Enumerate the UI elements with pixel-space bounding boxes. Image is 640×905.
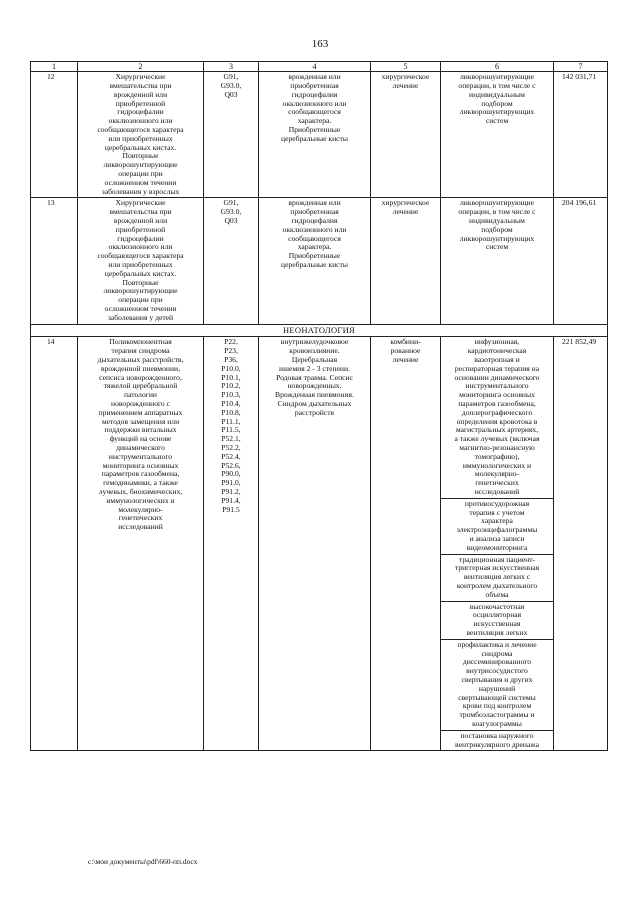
treatment-method-item [441,639,553,729]
cell-line: хирургическое [381,72,430,82]
treatment-methods-list [441,337,554,751]
cell-line: вмешательства при [109,207,172,217]
cell-line: кардиотоническая [467,346,527,356]
cell-line: P52.2, [221,443,241,452]
treatment-method [441,198,554,324]
intervention-name [78,72,204,198]
cell-line: P91.4, [221,495,241,505]
treatment-type [371,198,441,324]
cell-line: Церебральная [291,355,338,365]
cell-line: P52.1, [221,434,241,444]
cell-line: гидроцефалии [117,233,164,243]
column-header: 4 [259,62,371,72]
row-number: 13 [31,198,78,324]
cell-line: применением аппаратных [98,407,183,417]
section-title: НЕОНАТОЛОГИЯ [31,324,608,337]
intervention-name [78,337,204,751]
cell-line: определения кровотока в [456,416,538,426]
cell-line: вазотропная и [474,355,520,365]
cell-line: врожденная или [288,198,341,208]
cell-line: P91.0, [221,478,241,488]
cell-line: P11.5, [221,425,241,435]
cell-line: окклюзионного или [282,224,347,234]
treatment-method-item [441,730,553,750]
cell-line: лечение [392,81,419,91]
price: 142 031,71 [554,72,608,198]
icd-codes [204,72,259,198]
cell-line: сообщающегося характера [97,125,184,135]
cell-line: G93.0, [220,81,242,91]
cell-line: P22, [224,337,238,347]
cell-line: индивидуальным [469,89,525,99]
cell-line: крови под контролем [462,701,532,711]
page-number: 163 [311,38,329,50]
section-row [31,324,608,337]
cell-line: параметров газообмена, [101,469,180,479]
cell-line: синдрома [481,648,513,658]
cell-line: инфузионная, [474,337,520,347]
cell-line: иммунологических и [106,495,175,505]
cell-line: или приобретенных [108,133,173,143]
cell-line: гидроцефалия [291,89,338,99]
icd-codes [204,198,259,324]
cell-line: приобретенной [115,224,166,234]
cell-line: ликворошунтирующие [459,198,534,208]
column-header: 7 [554,62,608,72]
cell-line: церебральные кисты [281,260,348,269]
cell-line: осложненном течении [104,177,177,187]
cell-line: подбором [481,224,513,234]
cell-line: вмешательства при [109,81,172,91]
cell-line: а также лучевых (включая [454,434,540,444]
table-row [31,198,608,324]
cell-line: ликворошунтирующих [459,233,535,243]
column-header: 6 [441,62,554,72]
cell-line: тяжелой церебральной [103,381,178,391]
cell-line: диссеминированного [462,657,532,667]
cell-line: заболевания у детей [107,312,174,322]
cell-line: P10.4, [221,399,241,409]
cell-line: подбором [481,98,513,108]
cell-line: исследований [474,486,520,496]
cell-line: магистральных артериях, [455,425,539,435]
cell-line: искусственная [473,619,521,629]
cell-line: окклюзионного или [108,116,173,126]
cell-line: ишемия 2 - 3 степени. [279,363,350,373]
price: 221 852,49 [554,337,608,751]
cell-line: Хирургические [115,72,166,82]
cell-line: традиционная пациент- [458,554,536,564]
cell-line: молекулярно- [474,469,520,479]
cell-line: видеомониторинга [466,542,528,552]
cell-line: мониторинга основных [459,390,535,400]
cell-line: G93.0, [220,207,242,217]
cell-line: магнитно-резонансную [459,443,535,452]
row-number: 12 [31,72,78,198]
cell-line: или приобретенных [108,260,173,269]
cell-line: ликворошунтирующие [103,160,178,170]
cell-line: Хирургические [115,198,166,208]
cell-line: основании динамического [454,372,540,382]
cell-line: дыхательных расстройств, [97,355,184,365]
cell-line: параметров газообмена, [458,399,536,409]
cell-line: характера [481,516,513,526]
column-header: 3 [204,62,259,72]
column-numbers-row [31,62,608,72]
cell-line: вентиляция легких с [463,572,531,582]
intervention-name [78,198,204,324]
cell-line: рованное [390,346,421,356]
cell-line: свертывания и других [461,674,533,684]
cell-line: лучевых, биохимических, [98,486,183,496]
cell-line: P10.2, [221,381,241,391]
cell-line: церебральных кистах. [104,268,177,278]
cell-line: Синдром дыхательных [277,399,352,409]
cell-line: патологии [124,390,157,400]
cell-line: комбини- [390,337,421,347]
cell-line: индивидуальным [469,216,525,226]
cell-line: кровоизлияние. [289,346,340,356]
cell-line: гидроцефалия [291,216,338,226]
cell-line: заболевания у взрослых [101,186,180,196]
cell-line: Q03 [224,216,238,226]
cell-line: Q03 [224,89,238,99]
cell-line: ликворошунтирующие [103,286,178,296]
cell-line: Приобретенные [288,251,341,261]
treatment-type [371,72,441,198]
cell-line: характера. [297,242,332,252]
cell-line: сообщающегося [288,233,341,243]
cell-line: свертывающей системы [458,692,536,702]
cell-line: контролем дыхательного [456,580,538,590]
cell-line: P36, [224,355,238,365]
cell-line: P11.1, [221,416,241,426]
patient-model [259,337,371,751]
cell-line: доплерографического [461,407,533,417]
cell-line: приобретенная [290,207,339,217]
cell-line: постановка наружного [460,730,534,740]
table-row [31,72,608,198]
cell-line: хирургическое [381,198,430,208]
patient-model [259,72,371,198]
cell-line: динамического [116,443,165,452]
cell-line: сообщающегося характера [97,251,184,261]
cell-line: церебральные кисты [281,133,348,143]
cell-line: инструментального [465,381,529,391]
cell-line: объема [485,589,509,599]
treatment-method-item [441,498,553,553]
cell-line: Поликомпонентная [109,337,172,347]
cell-line: систем [485,116,509,126]
cell-line: лечение [392,207,419,217]
cell-line: коагулограммы [472,718,522,728]
column-header: 2 [78,62,204,72]
column-header: 5 [371,62,441,72]
treatment-method [441,72,554,198]
cell-line: P10.0, [221,363,241,373]
file-path-footer: c:\мои документы\pdf\660-пп.docx [88,857,198,866]
cell-line: томографию), [474,451,520,461]
cell-line: приобретенной [115,98,166,108]
cell-line: генетических [475,478,519,488]
cell-line: P52.4, [221,451,241,461]
treatment-type [371,337,441,751]
cell-line: и анализа записи [469,533,525,543]
cell-line: терапия с учетом [469,507,525,517]
cell-line: гемодинамики, а также [103,478,178,488]
cell-line: осложненном течении [104,303,177,313]
icd-codes [204,337,259,751]
cell-line: сообщающегося [288,107,341,117]
cell-line: Повторные [122,277,159,287]
cell-line: молекулярно- [118,504,163,514]
cell-line: расстройств [294,407,335,417]
cell-line: триггерная искусственная [454,563,540,573]
cell-line: вентиляция легких [466,627,528,637]
cell-line: приобретенная [290,81,339,91]
price: 204 196,61 [554,198,608,324]
cell-line: врожденной пневмонии, [100,363,180,373]
cell-line: Приобретенные [288,125,341,135]
cell-line: электроэнцефалограммы [456,525,538,535]
cell-line: иммунологических и [462,460,532,470]
cell-line: новорожденных. [287,381,342,391]
cell-line: терапия синдрома [111,346,170,356]
patient-model [259,198,371,324]
cell-line: P52.6, [221,460,241,470]
cell-line: мониторинга основных [102,460,179,470]
cell-line: P10.8, [221,407,241,417]
cell-line: P23, [224,346,238,356]
cell-line: сепсиса новорожденного, [99,372,182,382]
cell-line: Родовая травма. Сепсис [276,372,353,382]
cell-line: функций на основе [109,434,172,444]
treatment-method-item [443,338,551,496]
cell-line: врожденной или [113,216,168,226]
cell-line: G91, [223,198,239,208]
column-header: 1 [31,62,78,72]
table-row [31,337,608,751]
cell-line: операции при [118,169,163,179]
cell-line: инструментального [108,451,173,461]
cell-line: внутрисосудистого [466,666,528,676]
cell-line: врожденной или [113,89,168,99]
cell-line: противосудорожная [464,498,530,508]
cell-line: лечение [392,355,419,365]
cell-line: Врожденная пневмония. [275,390,354,400]
cell-line: профилактика и лечение [457,639,537,649]
cell-line: поддержки витальных [104,425,177,435]
cell-line: P90.0, [221,469,241,479]
cell-line: окклюзионного или [282,98,347,108]
cell-line: операции при [118,295,163,305]
cell-line: церебральных кистах. [104,142,177,152]
cell-line: P91.5 [222,504,240,514]
cell-line: высокочастотная [469,601,525,611]
cell-line: P91.2, [221,486,241,496]
tariff-table [30,61,608,751]
cell-line: вентрикулярного дренажа [455,739,539,749]
cell-line: новорожденного с [111,399,170,409]
cell-line: G91, [223,72,239,82]
cell-line: внутрижелудочковое [280,337,349,347]
cell-line: ликворошунтирующие [459,72,534,82]
cell-line: осцилляторная [472,610,522,620]
cell-line: окклюзионного или [108,242,173,252]
cell-line: тромбоэластограммы и [459,710,535,720]
cell-line: Повторные [122,151,159,161]
cell-line: систем [485,242,509,252]
treatment-method-item [441,601,553,638]
cell-line: генетических [118,513,163,523]
cell-line: операции, в том числе с [458,81,536,91]
cell-line: нарушений [478,683,516,693]
cell-line: характера. [297,116,332,126]
cell-line: врожденная или [288,72,341,82]
cell-line: гидроцефалии [117,107,164,117]
cell-line: методов замещения или [101,416,180,426]
row-number: 14 [31,337,78,751]
cell-line: исследований [118,522,163,532]
cell-line: ликворошунтирующих [459,107,535,117]
treatment-method-item [441,554,553,600]
cell-line: P10.1, [221,372,241,382]
cell-line: операции, в том числе с [458,207,536,217]
cell-line: P10.3, [221,390,241,400]
cell-line: респираторная терапия на [454,363,540,373]
